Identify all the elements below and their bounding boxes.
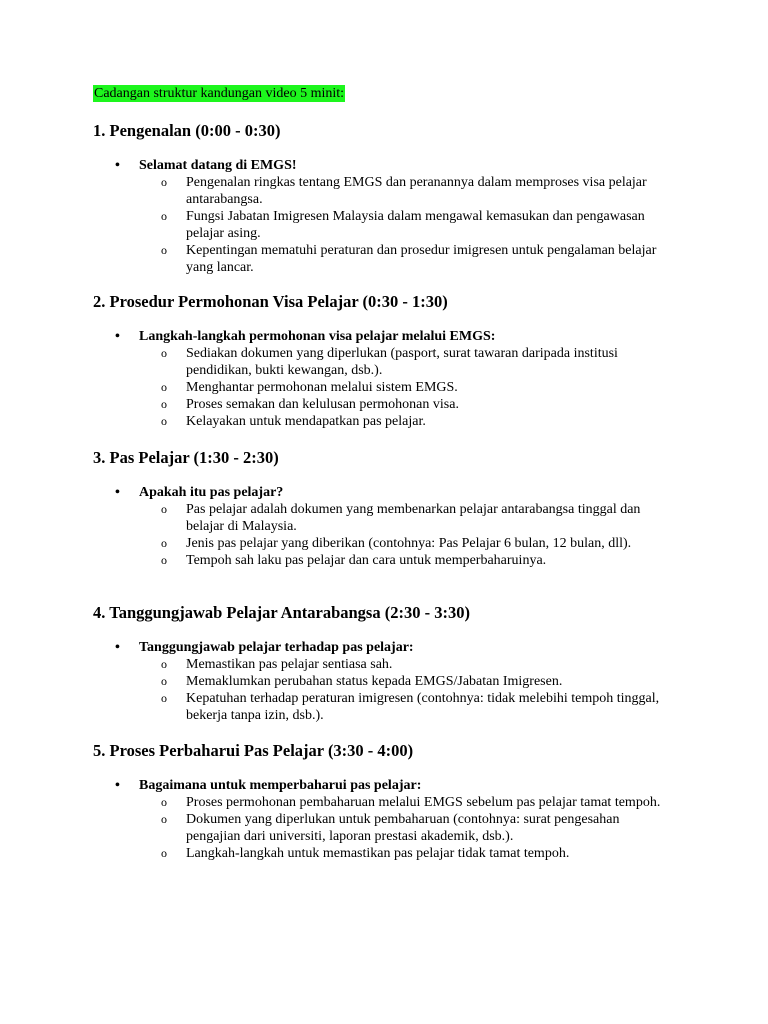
sub-marker: o [161, 346, 167, 360]
sub-item [93, 845, 676, 862]
sub-marker: o [161, 795, 167, 809]
sub-marker: o [161, 812, 167, 826]
bullet-item [93, 777, 693, 794]
section-2 [93, 292, 693, 430]
sub-marker: o [161, 397, 167, 411]
sub-item [93, 794, 676, 811]
bullet-text: Bagaimana untuk memperbaharui pas pelajar: [139, 778, 422, 793]
sub-item [93, 345, 676, 379]
section-5 [93, 741, 693, 862]
sub-item [93, 208, 676, 242]
section-4 [93, 603, 693, 724]
sub-item-text: Fungsi Jabatan Imigresen Malaysia dalam mengawal kemasukan dan pengawasan pelajar asing. [186, 209, 645, 241]
sub-item-text: Memaklumkan perubahan status kepada EMGS/Jabatan Imigresen. [186, 674, 563, 689]
sub-item-text: Proses semakan dan kelulusan permohonan visa. [186, 397, 459, 412]
section-heading: 3. Pas Pelajar (1:30 - 2:30) [93, 448, 279, 467]
sub-marker: o [161, 674, 167, 688]
bullet-marker: • [115, 158, 120, 173]
sub-item [93, 174, 676, 208]
sub-item-text: Pengenalan ringkas tentang EMGS dan peranannya dalam memproses visa pelajar antarabangsa. [186, 175, 647, 207]
sub-marker: o [161, 536, 167, 550]
sub-marker: o [161, 657, 167, 671]
sub-marker: o [161, 691, 167, 705]
sub-marker: o [161, 502, 167, 516]
sub-item-text: Kepatuhan terhadap peraturan imigresen (contohnya: tidak melebihi tempoh tinggal, bekerja tanpa izin, dsb.). [186, 691, 660, 723]
bullet-marker: • [115, 778, 120, 793]
sub-item-text: Dokumen yang diperlukan untuk pembaharuan (contohnya: surat pengesahan pengajian dari universiti, laporan prestasi akademik, dsb.). [186, 812, 620, 844]
sub-item [93, 535, 676, 552]
bullet-item [93, 328, 693, 345]
sub-list [93, 656, 693, 724]
sub-item [93, 690, 676, 724]
bullet-marker: • [115, 485, 120, 500]
sub-item [93, 242, 676, 276]
bullet-text: Apakah itu pas pelajar? [139, 485, 284, 500]
sub-item [93, 379, 676, 396]
section-heading: 5. Proses Perbaharui Pas Pelajar (3:30 - 4:00) [93, 741, 414, 760]
section-heading: 4. Tanggungjawab Pelajar Antarabangsa (2:30 - 3:30) [93, 603, 470, 622]
sub-marker: o [161, 175, 167, 189]
section-heading: 1. Pengenalan (0:00 - 0:30) [93, 121, 281, 140]
sub-list [93, 501, 693, 569]
bullet-item [93, 484, 693, 501]
sub-marker: o [161, 846, 167, 860]
sub-item [93, 413, 676, 430]
sub-item [93, 396, 676, 413]
sub-item-text: Tempoh sah laku pas pelajar dan cara untuk memperbaharuinya. [186, 553, 547, 568]
sub-item-text: Kepentingan mematuhi peraturan dan prosedur imigresen untuk pengalaman belajar yang lancar. [186, 243, 657, 275]
highlighted-intro: Cadangan struktur kandungan video 5 minit: [94, 86, 345, 101]
sub-item [93, 673, 676, 690]
bullet-text: Tanggungjawab pelajar terhadap pas pelajar: [139, 640, 414, 655]
sub-item [93, 656, 676, 673]
sub-item-text: Pas pelajar adalah dokumen yang membenarkan pelajar antarabangsa tinggal dan belajar di Malaysia. [186, 502, 641, 534]
sub-marker: o [161, 243, 167, 257]
section-1 [93, 121, 693, 276]
sub-item [93, 552, 676, 569]
sub-item-text: Jenis pas pelajar yang diberikan (contohnya: Pas Pelajar 6 bulan, 12 bulan, dll). [186, 536, 632, 551]
section-heading: 2. Prosedur Permohonan Visa Pelajar (0:30 - 1:30) [93, 292, 448, 311]
sub-item-text: Memastikan pas pelajar sentiasa sah. [186, 657, 393, 672]
sub-item-text: Proses permohonan pembaharuan melalui EMGS sebelum pas pelajar tamat tempoh. [186, 795, 661, 810]
sub-item-text: Menghantar permohonan melalui sistem EMGS. [186, 380, 458, 395]
sub-marker: o [161, 209, 167, 223]
bullet-item [93, 157, 693, 174]
sub-item [93, 811, 676, 845]
sub-item-text: Kelayakan untuk mendapatkan pas pelajar. [186, 414, 426, 429]
sub-list [93, 174, 693, 276]
bullet-marker: • [115, 329, 120, 344]
sub-item [93, 501, 676, 535]
sub-marker: o [161, 380, 167, 394]
bullet-item [93, 639, 693, 656]
sub-marker: o [161, 414, 167, 428]
sub-item-text: Langkah-langkah untuk memastikan pas pelajar tidak tamat tempoh. [186, 846, 570, 861]
sub-marker: o [161, 553, 167, 567]
sub-item-text: Sediakan dokumen yang diperlukan (pasport, surat tawaran daripada institusi pendidikan, bukti kewangan, dsb.). [186, 346, 618, 378]
bullet-text: Langkah-langkah permohonan visa pelajar melalui EMGS: [139, 329, 496, 344]
sub-list [93, 794, 693, 862]
sub-list [93, 345, 693, 430]
bullet-marker: • [115, 640, 120, 655]
section-3 [93, 448, 693, 569]
bullet-text: Selamat datang di EMGS! [139, 158, 297, 173]
